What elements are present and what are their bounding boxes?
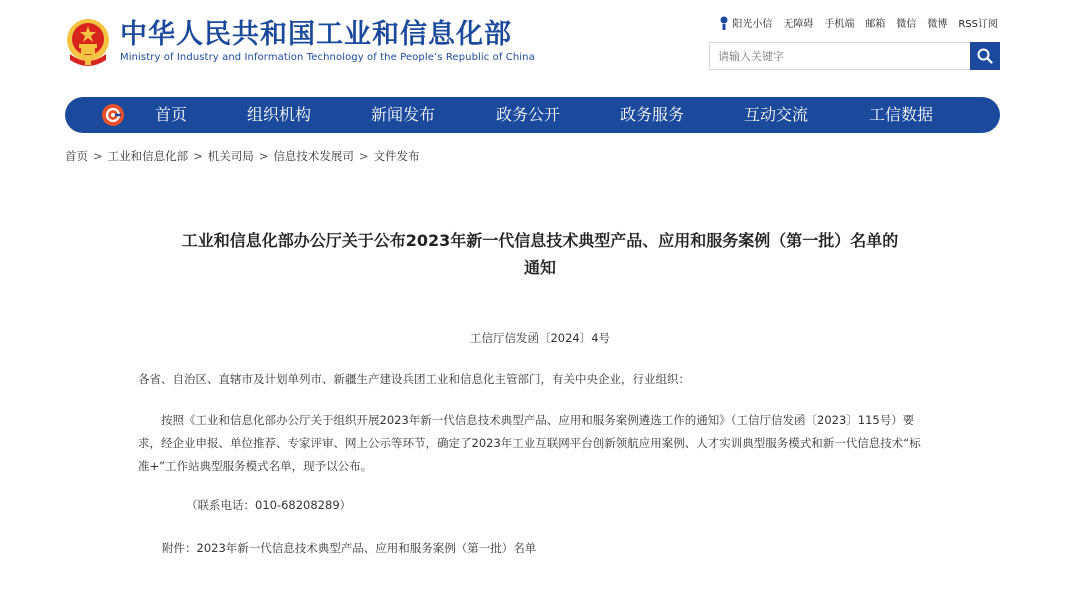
search-button[interactable] bbox=[970, 42, 1000, 70]
attachment-link[interactable]: 附件：2023年新一代信息技术典型产品、应用和服务案例（第一批）名单 bbox=[162, 541, 537, 555]
ministry-logo-icon bbox=[101, 103, 125, 127]
nav-item-interaction[interactable]: 互动交流 bbox=[744, 105, 809, 124]
contact-phone: （联系电话：010-68208289） bbox=[186, 498, 352, 512]
document-number: 工信厅信发函〔2024〕4号 bbox=[469, 331, 611, 345]
nav-item-organization[interactable]: 组织机构 bbox=[247, 105, 312, 124]
breadcrumb-separator: > bbox=[193, 149, 203, 163]
breadcrumb-home[interactable]: 首页 bbox=[65, 149, 88, 163]
breadcrumb-separator: > bbox=[93, 149, 103, 163]
toplink-accessibility[interactable]: 无障碍 bbox=[783, 19, 814, 30]
nav-item-home[interactable]: 首页 bbox=[155, 105, 188, 124]
breadcrumb-separator: > bbox=[358, 149, 369, 163]
article-title-line1: 工业和信息化部办公厅关于公布2023年新一代信息技术典型产品、应用和服务案例（第一批）名单的 bbox=[181, 231, 899, 250]
breadcrumb-departments[interactable]: 机关司局 bbox=[207, 149, 254, 163]
sunshine-icon bbox=[719, 16, 729, 30]
toplink-email[interactable]: 邮箱 bbox=[865, 19, 886, 30]
toplink-wechat[interactable]: 微信 bbox=[896, 19, 917, 30]
article-title bbox=[140, 227, 940, 281]
toplink-weibo[interactable]: 微博 bbox=[927, 19, 948, 30]
site-subtitle: Ministry of Industry and Information Technology of the People’s Republic of China bbox=[120, 52, 535, 63]
breadcrumb bbox=[65, 148, 420, 164]
search-box bbox=[709, 42, 1000, 70]
breadcrumb-it-development[interactable]: 信息技术发展司 bbox=[273, 149, 354, 163]
breadcrumb-miit[interactable]: 工业和信息化部 bbox=[107, 149, 189, 163]
site-title[interactable]: 中华人民共和国工业和信息化部 bbox=[120, 19, 512, 50]
toplink-sunshine[interactable] bbox=[719, 15, 772, 30]
toplink-rss[interactable]: RSS订阅 bbox=[958, 19, 998, 30]
article-title-line2: 通知 bbox=[523, 258, 556, 277]
nav-item-data[interactable]: 工信数据 bbox=[869, 105, 934, 124]
breadcrumb-separator: > bbox=[258, 149, 269, 163]
toplink-label: 阳光小信 bbox=[732, 19, 773, 30]
search-input[interactable] bbox=[710, 43, 976, 69]
national-emblem-logo bbox=[66, 18, 110, 66]
top-links bbox=[719, 15, 998, 30]
article-body: 按照《工业和信息化部办公厅关于组织开展2023年新一代信息技术典型产品、应用和服务案例遴选工作的通知》（工信厅信发函〔2023〕115号）要求，经企业申报、单位推荐、专家评审、网上公示等环节，确定了2023年工业互联网平台创新领航应用案例、人才实训典型服务模式和新一代信息技术“标准+”工作站典型服务模式名单，现予以公布。 bbox=[138, 413, 921, 473]
breadcrumb-documents[interactable]: 文件发布 bbox=[373, 149, 420, 163]
main-nav bbox=[65, 97, 1000, 133]
nav-item-news[interactable]: 新闻发布 bbox=[371, 105, 436, 124]
search-icon bbox=[977, 48, 993, 64]
article-salutation: 各省、自治区、直辖市及计划单列市、新疆生产建设兵团工业和信息化主管部门，有关中央企业，行业组织： bbox=[138, 372, 690, 386]
nav-item-services[interactable]: 政务服务 bbox=[620, 105, 685, 124]
nav-item-public-affairs[interactable]: 政务公开 bbox=[496, 105, 561, 124]
toplink-mobile[interactable]: 手机端 bbox=[824, 19, 855, 30]
